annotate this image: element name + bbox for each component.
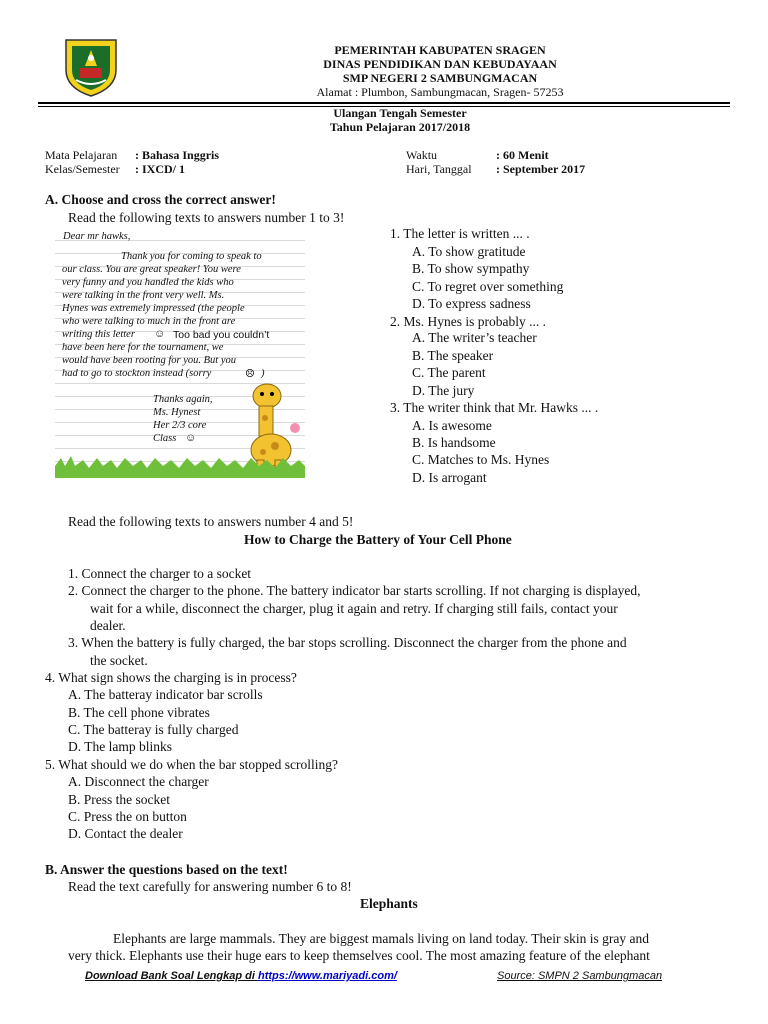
step-1: 1. Connect the charger to a socket [68, 566, 252, 581]
letter-line: had to go to stockton instead (sorry [62, 368, 212, 379]
letter-line: Too bad you couldn’t [173, 329, 270, 341]
text-2-title: How to Charge the Battery of Your Cell Phone [244, 532, 512, 547]
q4-option-a: A. The batteray indicator bar scrolls [68, 687, 263, 702]
q4-option-b: B. The cell phone vibrates [68, 705, 210, 720]
q1-option-d: D. To express sadness [412, 296, 531, 311]
question-5: 5. What should we do when the bar stopped scrolling? [45, 757, 338, 772]
letter-line: very funny and you handled the kids who [62, 277, 234, 288]
step-3: 3. When the battery is fully charged, the bar stops scrolling. Disconnect the charger from the phone and [68, 635, 627, 650]
header-government: PEMERINTAH KABUPATEN SRAGEN [334, 43, 546, 57]
footer [85, 970, 663, 982]
section-b-intro: Read the text carefully for answering number 6 to 8! [68, 879, 352, 894]
time-label: Waktu [406, 148, 438, 162]
class-label: Kelas/Semester [45, 162, 120, 176]
question-4: 4. What sign shows the charging is in process? [45, 670, 297, 685]
sragen-regency-logo-icon [60, 36, 122, 98]
sad-face-icon: ☹ [245, 368, 255, 380]
step-3-cont: the socket. [90, 653, 148, 668]
letter-signoff: Thanks again, [153, 394, 213, 405]
grass-decoration-icon [55, 452, 305, 478]
header-address: Alamat : Plumbon, Sambungmacan, Sragen- 57253 [316, 85, 564, 99]
exam-title: Ulangan Tengah Semester [333, 106, 467, 120]
q3-option-b: B. Is handsome [412, 435, 496, 450]
header-divider [38, 102, 730, 104]
q2-option-c: C. The parent [412, 365, 486, 380]
smile-icon: ☺ [185, 432, 197, 444]
q5-option-a: A. Disconnect the charger [68, 774, 209, 789]
letter-line: Thank you for coming to speak to [121, 251, 262, 262]
question-2: 2. Ms. Hynes is probably ... . [390, 314, 546, 329]
section-a-intro: Read the following texts to answers number 1 to 3! [68, 210, 345, 225]
q2-option-a: A. The writer’s teacher [412, 330, 537, 345]
q1-option-c: C. To regret over something [412, 279, 564, 294]
letter-line: writing this letter [62, 329, 135, 340]
letter-line: Hynes was extremely impressed (the people [62, 303, 245, 314]
letter-line: Dear mr hawks, [63, 231, 131, 242]
q5-option-c: C. Press the on button [68, 809, 187, 824]
q1-option-a: A. To show gratitude [412, 244, 526, 259]
header-department: DINAS PENDIDIKAN DAN KEBUDAYAAN [323, 57, 557, 71]
footer-download-text: Download Bank Soal Lengkap di [85, 970, 258, 982]
elephants-title: Elephants [360, 896, 418, 911]
question-3: 3. The writer think that Mr. Hawks ... . [390, 400, 599, 415]
step-2-cont: wait for a while, disconnect the charger, plug it again and retry. If charging still fails, contact your [90, 601, 618, 616]
letter-line: have been here for the tournament, we [62, 342, 224, 353]
q4-option-c: C. The batteray is fully charged [68, 722, 239, 737]
footer-source: Source: SMPN 2 Sambungmacan [497, 970, 663, 982]
elephants-paragraph: Elephants are large mammals. They are biggest mamals living on land today. Their skin is gray and [113, 931, 649, 946]
smile-icon: ☺ [154, 328, 166, 340]
step-2: 2. Connect the charger to the phone. The battery indicator bar starts scrolling. If not charging is displayed, [68, 583, 641, 598]
q3-option-a: A. Is awesome [412, 418, 492, 433]
q3-option-c: C. Matches to Ms. Hynes [412, 452, 550, 467]
q2-option-b: B. The speaker [412, 348, 494, 363]
letter-line: were talking in the front very well. Ms. [62, 290, 225, 301]
q2-option-d: D. The jury [412, 383, 475, 398]
step-2-cont: dealer. [90, 618, 126, 633]
subject-label: Mata Pelajaran [45, 148, 118, 162]
letter-line: would have been rooting for you. But you [62, 355, 236, 366]
letter-line: who were talking to much in the front are [62, 316, 236, 327]
letter-signoff: Class [153, 433, 177, 444]
question-1: 1. The letter is written ... . [390, 226, 530, 241]
time-value: : 60 Menit [496, 148, 549, 162]
section-b-title: B. Answer the questions based on the text! [45, 862, 288, 877]
date-label: Hari, Tanggal [406, 162, 472, 176]
letter-line: our class. You are great speaker! You were [62, 264, 241, 275]
footer-link[interactable]: https://www.mariyadi.com/ [257, 970, 397, 982]
text-2-intro: Read the following texts to answers number 4 and 5! [68, 514, 354, 529]
letter-signoff: Her 2/3 core [153, 420, 207, 431]
academic-year: Tahun Pelajaran 2017/2018 [329, 120, 471, 134]
q4-option-d: D. The lamp blinks [68, 739, 172, 754]
q3-option-d: D. Is arrogant [412, 470, 487, 485]
letter-signoff: Ms. Hynest [153, 407, 201, 418]
header-school: SMP NEGERI 2 SAMBUNGMACAN [342, 71, 538, 85]
class-value: : IXCD/ 1 [135, 162, 185, 176]
q5-option-b: B. Press the socket [68, 792, 170, 807]
date-value: : September 2017 [496, 162, 586, 176]
q1-option-b: B. To show sympathy [412, 261, 530, 276]
elephants-paragraph-cont: very thick. Elephants use their huge ears to keep themselves cool. The most amazing feature of the elephant [68, 948, 650, 963]
q5-option-d: D. Contact the dealer [68, 826, 183, 841]
subject-value: : Bahasa Inggris [135, 148, 220, 162]
section-a-title: A. Choose and cross the correct answer! [45, 192, 276, 207]
letter-image [55, 228, 305, 478]
letter-line: ) [261, 368, 265, 379]
